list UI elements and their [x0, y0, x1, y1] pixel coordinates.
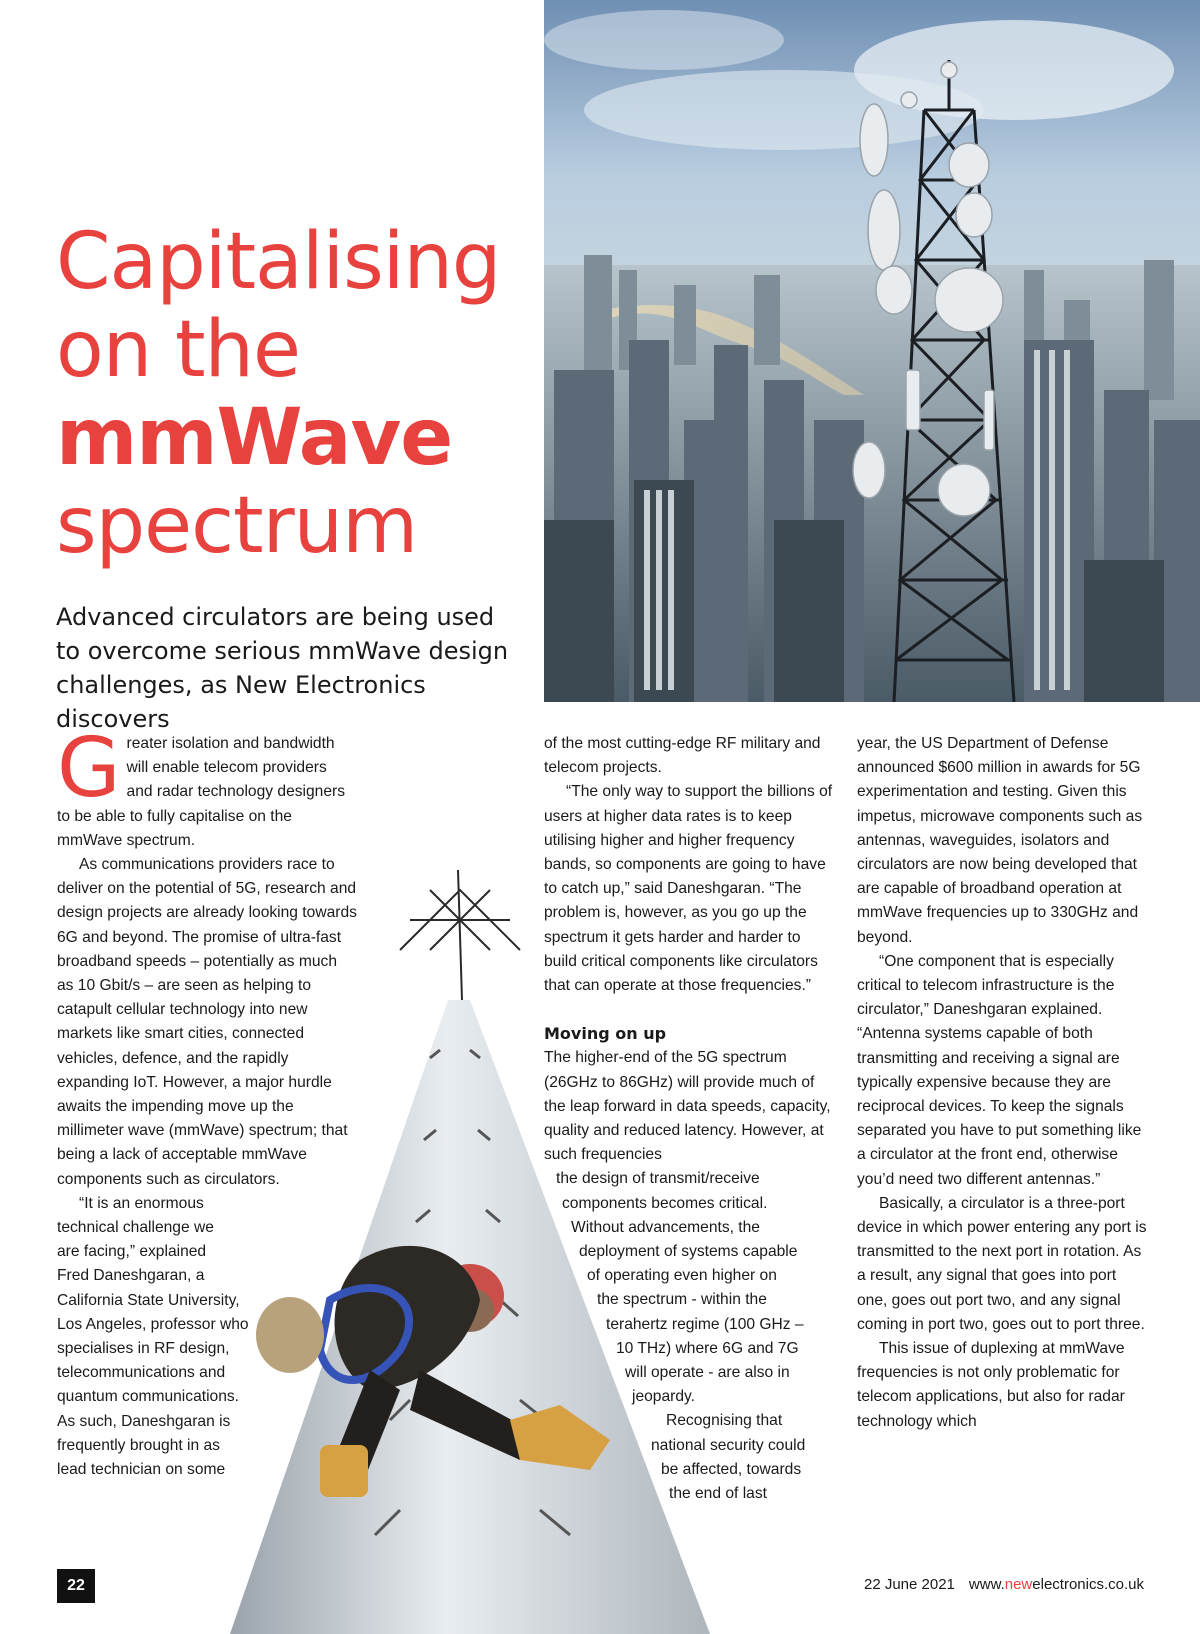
line: components becomes critical.	[562, 1194, 768, 1212]
line: the spectrum - within the	[597, 1291, 767, 1309]
paragraph: of the most cutting-edge RF military and telecom projects.	[544, 735, 821, 777]
footer	[864, 1576, 1144, 1593]
line: national security could	[651, 1436, 806, 1454]
paragraph: As communications providers race to deliver on the potential of 5G, research and design projects are already looking towards 6G and beyond. The promise of ultra-fast broadband speeds – potentially as much as 10 Gbit/s – are seen as helping to catapult cellular technology into new markets like smart cities, connected vehicles, defence, and the rapidly expanding IoT. However, a major hurdle awaits the impending move up the millimeter wave (mmWave) spectrum; that being a lack of acceptable mmWave components such as circulators.	[57, 856, 357, 1188]
paragraph-wrapped	[544, 1409, 834, 1506]
line: the design of transmit/receive	[556, 1170, 760, 1188]
line: technical challenge we	[57, 1219, 214, 1237]
paragraph: The higher-end of the 5G spectrum (26GHz to 86GHz) will provide much of the leap forward in data speeds, capacity, quality and reduced latency. However, at such frequencies	[544, 1049, 831, 1164]
line: quantum communications.	[57, 1388, 240, 1406]
line: deployment of systems capable	[579, 1243, 798, 1261]
line: Recognising that	[666, 1412, 783, 1430]
body-column-1	[57, 721, 357, 1482]
paragraph: “One component that is especially critical to telecom infrastructure is the circulator,” Daneshgaran explained. “Antenna systems capable of both transmitting and receiving a signal are typically expensive because they are reciprocal devices. To keep the signals separated you have to put something like a circulator at the front end, otherwise you’d need two different antennas.”	[857, 952, 1142, 1188]
body-column-2	[544, 732, 834, 1506]
paragraph: This issue of duplexing at mmWave frequencies is not only problematic for telecom applications, but also for radar technology which	[857, 1340, 1125, 1430]
line: will operate - are also in	[625, 1364, 790, 1382]
line: jeopardy.	[632, 1388, 695, 1406]
line: Los Angeles, professor who	[57, 1315, 249, 1333]
paragraph-wrapped	[544, 1167, 834, 1409]
headline-line-3: mmWave	[56, 393, 453, 483]
line: be affected, towards	[661, 1460, 802, 1478]
line: frequently brought in as	[57, 1436, 220, 1454]
line: As such, Daneshgaran is	[57, 1412, 231, 1430]
intro-paragraph	[57, 721, 357, 853]
issue-date: 22 June 2021	[863, 1576, 955, 1593]
headline-line-2: on the	[56, 305, 300, 395]
line: the end of last	[669, 1485, 767, 1503]
paragraph: year, the US Department of Defense announced $600 million in awards for 5G experimentation and testing. Given this impetus, microwave components such as antennas, waveguides, isolators and circulators are now being developed that are capable of broadband operation at mmWave frequencies up to 330GHz and beyond.	[857, 735, 1143, 946]
line: Without advancements, the	[571, 1218, 760, 1236]
drop-cap: G	[57, 721, 121, 816]
line: Fred Daneshgaran, a	[57, 1267, 205, 1285]
line: of operating even higher on	[587, 1267, 777, 1285]
subheading: Moving on up	[544, 1024, 667, 1044]
paragraph-wrapped	[57, 1192, 357, 1482]
line: California State University,	[57, 1291, 240, 1309]
paragraph: “The only way to support the billions of users at higher data rates is to keep utilising higher and higher frequency bands, so components are going to have to catch up,” said Daneshgaran. “The problem is, however, as you go up the spectrum it gets harder and harder to build critical components like circulators that can operate at those frequencies.”	[544, 783, 833, 995]
intro-text: reater isolation and bandwidth will enable telecom providers and radar technology designers to be able to fully capitalise on the mmWave spectrum.	[57, 735, 346, 849]
line: 10 THz) where 6G and 7G	[616, 1339, 799, 1357]
line: specialises in RF design,	[57, 1340, 230, 1358]
line: are facing,” explained	[57, 1243, 207, 1261]
paragraph: Basically, a circulator is a three-port device in which power entering any port is transmitted to the next port in rotation. As a result, any signal that goes into port one, goes out port two, and any signal coming in port two, goes out to port three.	[857, 1194, 1147, 1333]
headline	[56, 218, 526, 570]
website-url[interactable]: www.newelectronics.co.uk	[968, 1576, 1144, 1593]
headline-line-4: spectrum	[56, 481, 418, 571]
line: “It is an enormous	[79, 1194, 204, 1212]
headline-line-1: Capitalising	[56, 217, 501, 307]
page-number: 22	[57, 1569, 95, 1603]
body-column-3	[857, 732, 1147, 1434]
line: lead technician on some	[57, 1461, 226, 1479]
tower-city-photo	[544, 0, 1200, 702]
line: terahertz regime (100 GHz –	[606, 1315, 804, 1333]
line: telecommunications and	[57, 1364, 226, 1382]
standfirst: Advanced circulators are being used to overcome serious mmWave design challenges, as New Electronics discovers	[56, 603, 509, 733]
